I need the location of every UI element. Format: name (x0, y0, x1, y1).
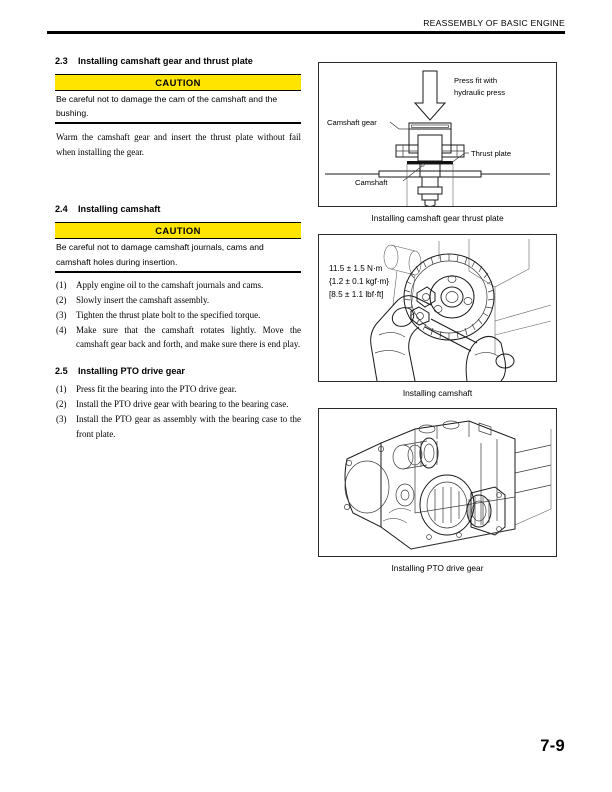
section-2-4-title: Installing camshaft (78, 204, 161, 215)
block-edge-2 (495, 239, 529, 287)
figure-2-torque-nm: 11.5 ± 1.5 N·m (329, 264, 383, 273)
bolt-hole-b (344, 504, 349, 509)
figure-3-frame (318, 408, 557, 557)
figure-1-frame (318, 62, 557, 207)
list-item (55, 293, 301, 307)
caution-label-2-3: CAUTION (55, 75, 301, 91)
list-text: Press fit the bearing into the PTO drive gear. (76, 384, 237, 395)
press-arrow-icon (415, 71, 445, 120)
hand-outline-right (466, 336, 505, 381)
section-2-4-number: 2.4 (55, 204, 68, 215)
list-marker: (1) (56, 384, 67, 395)
camshaft-end (425, 200, 435, 206)
figure-column (318, 62, 557, 574)
camshaft-section (409, 251, 421, 275)
figure-2-torque-kgfm: {1.2 ± 0.1 kgf·m} (329, 277, 390, 286)
block-far-edge (515, 429, 551, 525)
list-marker: (4) (56, 324, 67, 335)
wrench-handle-bottom (425, 327, 471, 351)
press-tool-cap (409, 123, 451, 129)
list-item (55, 323, 301, 352)
list-text: Install the PTO gear as assembly with the bearing case to the front plate. (76, 414, 301, 439)
page-number: 7-9 (540, 737, 565, 755)
section-2-5-steps (55, 382, 301, 441)
caution-text-2-4: Be careful not to damage camshaft journals, cams and camshaft holes during insertion. (55, 239, 301, 272)
pan-bolt-2 (457, 533, 462, 538)
figure-camshaft-gear-thrust-plate (318, 62, 557, 224)
press-tool-cap-inner (412, 125, 449, 127)
bolt-hole-a (346, 460, 351, 465)
figure-3-drawing (319, 409, 556, 556)
hand-right-detail (475, 352, 499, 357)
figure-gap-2 (318, 399, 557, 408)
section-2-5-heading (55, 365, 301, 377)
pto-gear-spokes (435, 487, 459, 523)
figure-1-drawing (319, 63, 556, 206)
section-2-4-heading (55, 203, 301, 215)
figure-2-drawing (319, 235, 556, 381)
cam-gear-small (420, 438, 438, 468)
timing-gear-assembly (393, 438, 438, 469)
cam-gear-bore (424, 444, 434, 462)
front-plate-flange (345, 443, 381, 527)
figure-3-caption: Installing PTO drive gear (391, 563, 484, 573)
caution-text-2-3: Be careful not to damage the cam of the camshaft and the bushing. (55, 91, 301, 124)
camshaft-gear-hub (418, 135, 442, 161)
list-text: Slowly insert the camshaft assembly. (76, 294, 210, 305)
casting-detail-1 (389, 508, 411, 513)
list-text: Make sure that the camshaft rotates lightly. Move the camshaft gear back and forth, and make sure there is end play. (76, 324, 301, 349)
page-header-title: REASSEMBLY OF BASIC ENGINE (423, 18, 565, 28)
section-2-5-number: 2.5 (55, 366, 68, 377)
list-marker: (1) (56, 279, 67, 290)
front-plate (379, 171, 481, 177)
camshaft-journal-2 (422, 194, 438, 200)
section-2-3-heading (55, 55, 301, 67)
gear-bolt-hole-1 (448, 276, 456, 283)
list-marker: (2) (56, 399, 67, 410)
section-2-3-paragraph: Warm the camshaft gear and insert the thrust plate without fail when installing the gear. (56, 132, 301, 157)
figure-installing-camshaft (318, 234, 557, 399)
camshaft-end-face (384, 245, 398, 269)
section-2-3-title: Installing camshaft gear and thrust plate (78, 56, 253, 66)
gear-bolt-hole-3 (434, 306, 442, 313)
list-marker: (3) (56, 309, 67, 320)
camshaft-body-lines (391, 245, 415, 275)
figure-1-label-press-line2: hydraulic press (454, 88, 506, 97)
figure-pto-drive-gear (318, 408, 557, 574)
section-2-3 (55, 55, 301, 159)
caution-label-2-4: CAUTION (55, 223, 301, 239)
pto-gear-inner (427, 482, 467, 528)
gear-bore-inner (446, 292, 458, 303)
list-item (55, 308, 301, 322)
list-marker: (2) (56, 294, 67, 305)
leader-camshaft-gear (390, 122, 399, 129)
leader-camshaft (403, 166, 422, 181)
list-item (55, 397, 301, 411)
bearing-case-body (471, 487, 505, 535)
block-side-lines (515, 445, 551, 493)
gear-teeth-hint (421, 441, 437, 467)
figure-2-frame (318, 234, 557, 382)
lower-idler-bore (401, 490, 409, 500)
figure-1-label-camshaft: Camshaft (355, 178, 388, 187)
figure-gap-1 (318, 224, 557, 234)
case-bolt-2 (497, 527, 502, 532)
casting-detail-2 (383, 518, 407, 523)
section-2-4 (55, 203, 301, 351)
list-text: Install the PTO drive gear with bearing to the bearing case. (76, 399, 289, 410)
list-text: Tighten the thrust plate bolt to the specified torque. (76, 309, 261, 320)
front-plate-bore (345, 461, 389, 513)
page-header (47, 18, 565, 34)
section-2-4-steps (55, 278, 301, 352)
section-2-3-number: 2.3 (55, 56, 68, 66)
bearing-inner-race (472, 501, 486, 521)
list-marker: (3) (56, 414, 67, 425)
figure-1-label-press-line1: Press fit with (454, 76, 498, 85)
camshaft-journal-1 (422, 177, 438, 187)
hand-outline-left-inner (409, 327, 419, 381)
leader-line-right (495, 321, 551, 335)
hand-knuckle-line-2 (375, 350, 405, 355)
press-tool-body (409, 129, 451, 153)
pan-bolt-1 (427, 535, 432, 540)
section-2-5 (55, 365, 301, 441)
block-edge-4 (495, 305, 551, 321)
figure-2-caption: Installing camshaft (402, 388, 473, 398)
block-bottom-rail (411, 529, 515, 549)
list-item (55, 382, 301, 396)
deck-bore-1 (419, 425, 435, 433)
camshaft-lobe-1 (418, 187, 442, 194)
header-rule (47, 31, 565, 34)
list-item (55, 278, 301, 292)
figure-1-label-thrust-plate: Thrust plate (471, 149, 512, 158)
figure-1-caption: Installing camshaft gear thrust plate (371, 213, 504, 223)
list-text: Apply engine oil to the camshaft journals and cams. (76, 279, 264, 290)
caution-box-2-4 (55, 222, 301, 272)
section-2-5-title: Installing PTO drive gear (78, 366, 185, 377)
figure-2-torque-lbfft: [8.5 ± 1.1 lbf·ft] (329, 290, 384, 299)
block-top-edge (415, 429, 515, 513)
leader-thrust-plate (451, 153, 465, 163)
caution-box-2-3 (55, 74, 301, 124)
gear-bore (441, 287, 463, 307)
lower-idler-gear (396, 484, 414, 506)
left-text-column (55, 55, 301, 441)
list-item (55, 412, 301, 441)
figure-1-label-camshaft-gear: Camshaft gear (327, 118, 377, 127)
gear-bolt-hole-2 (464, 298, 472, 305)
hand-knuckle-line-1 (379, 332, 405, 337)
